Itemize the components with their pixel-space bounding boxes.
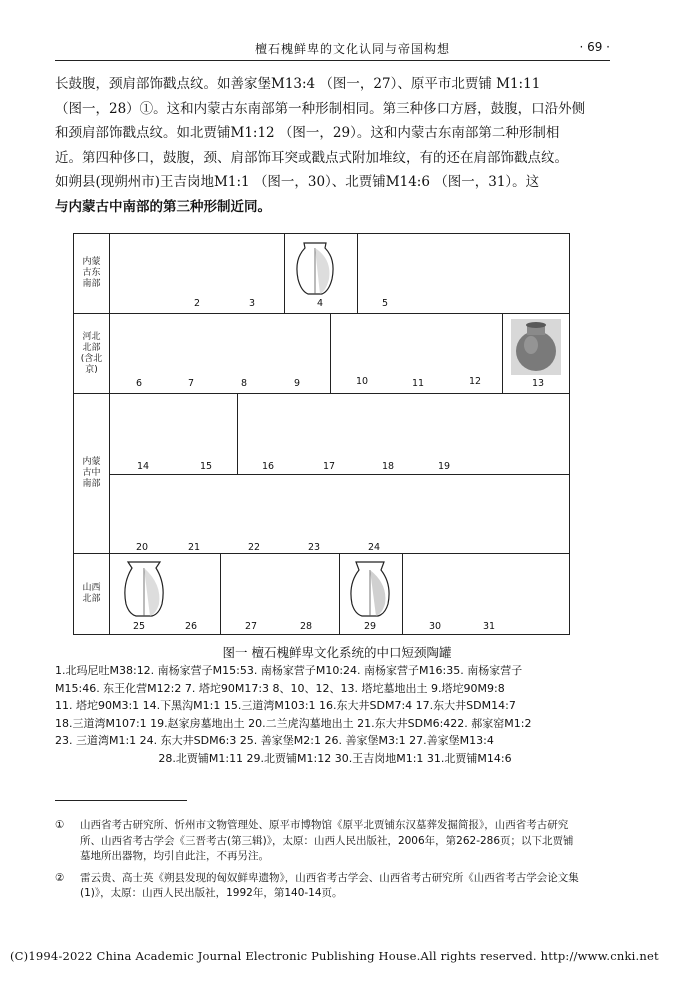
figure-number: 9 <box>294 378 301 389</box>
figure-number: 12 <box>469 376 482 387</box>
figure-number: 28 <box>300 621 313 632</box>
footnote-line: (1)》，太原：山西人民出版社，1992年，第140-14页。 <box>80 887 343 899</box>
body-line: 长鼓腹，颈肩部饰戳点纹。如善家堡M13:4 （图一，27）、原平市北贾铺 M1:11 <box>55 76 541 92</box>
pottery-jar-drawing <box>292 239 338 297</box>
figure-row-north-shanxi <box>74 554 569 634</box>
footnote-line: 山西省考古研究所、忻州市文物管理处、原平市博物馆《原平北贾铺东汉墓葬发掘简报》，山西省考古研究 <box>80 819 569 831</box>
cell-divider <box>339 554 340 634</box>
figure-number: 25 <box>133 621 146 632</box>
pottery-jar-drawing <box>118 558 170 620</box>
row-label: 山西北部 <box>74 554 110 634</box>
cell-divider <box>220 554 221 634</box>
figure-row-se-inner-mongolia <box>74 234 569 314</box>
figure-number: 20 <box>136 542 149 553</box>
figure-row-north-hebei <box>74 314 569 394</box>
figure-number: 21 <box>188 542 201 553</box>
footnote-mark: ② <box>55 871 65 884</box>
footnote-line: 所、山西省考古学会《三晋考古(第三辑)》，太原：山西人民出版社，2006年，第262-286页；以下北贾铺 <box>80 834 574 847</box>
row-label: 内蒙古东南部 <box>74 234 110 313</box>
figure-row-sc-inner-mongolia <box>74 394 569 554</box>
footnotes <box>55 818 615 908</box>
footnote-line: 墓地所出器物，均引自此注，不再另注。 <box>80 850 269 862</box>
legend-line: 11. 塔坨90M3:1 14.下黑沟M1:1 15.三道湾M103:1 16.东大井SDM7:4 17.东大井SDM14:7 <box>55 699 516 712</box>
running-header <box>55 38 610 61</box>
figure-number: 15 <box>200 461 213 472</box>
cell-divider <box>110 474 569 475</box>
figure-number: 31 <box>483 621 496 632</box>
running-title: 檀石槐鲜卑的文化认同与帝国构想 <box>255 42 451 56</box>
footnote-rule <box>55 800 187 801</box>
figure-number: 16 <box>262 461 275 472</box>
figure-number: 27 <box>245 621 258 632</box>
figure-number: 19 <box>438 461 451 472</box>
legend-line: M15:46. 东王化营M12:2 7. 塔坨90M17:3 8、10、12、13. 塔坨墓地出土 9.塔坨90M9:8 <box>55 681 505 695</box>
figure-number: 11 <box>412 378 425 389</box>
legend-line: 1.北玛尼吐M38:12. 南杨家营子M15:53. 南杨家营子M10:24. 南杨家营子M16:35. 南杨家营子 <box>55 664 523 677</box>
figure-number: 14 <box>137 461 150 472</box>
figure-number: 10 <box>356 376 369 387</box>
legend-line: 18.三道湾M107:1 19.赵家房墓地出土 20.二兰虎沟墓地出土 21.东大井SDM6:422. 郝家窑M1:2 <box>55 716 532 730</box>
footnote <box>55 871 615 902</box>
figure-number: 5 <box>382 298 389 309</box>
pottery-jar-photo <box>511 319 561 375</box>
cell-divider <box>402 554 403 634</box>
figure-number: 22 <box>248 542 261 553</box>
cell-divider <box>357 234 358 314</box>
footnote <box>55 818 615 865</box>
figure-caption: 图一 檀石槐鲜卑文化系统的中口短颈陶罐 <box>222 645 452 660</box>
pottery-jar-drawing <box>344 558 396 620</box>
figure-number: 13 <box>532 378 545 389</box>
figure-legend <box>55 662 615 767</box>
figure-one-table <box>73 233 570 635</box>
figure-number: 7 <box>188 378 195 389</box>
legend-line: 23. 三道湾M1:1 24. 东大井SDM6:3 25. 善家堡M2:1 26. 善家堡M3:1 27.善家堡M13:4 <box>55 734 494 747</box>
figure-number: 30 <box>429 621 442 632</box>
figure-number: 18 <box>382 461 395 472</box>
cell-divider <box>502 314 503 394</box>
body-line: 如朔县(现朔州市)王吉岗地M1:1 （图一，30）、北贾铺M14:6 （图一，31）。这 <box>55 174 540 190</box>
figure-number: 8 <box>241 378 248 389</box>
cell-divider <box>237 394 238 474</box>
row-label: 河北北部(含北京) <box>74 314 110 393</box>
cell-divider <box>284 234 285 314</box>
copyright-notice: (C)1994-2022 China Academic Journal Electronic Publishing House.All rights reserved. http://www.cnki.net <box>10 949 659 963</box>
row-label: 内蒙古中南部 <box>74 394 110 553</box>
figure-number: 24 <box>368 542 381 553</box>
figure-number: 2 <box>194 298 201 309</box>
body-line: 和颈肩部饰戳点纹。如北贾铺M1:12 （图一，29）。这和内蒙古东南部第二种形制相 <box>55 125 560 141</box>
footnote-mark: ① <box>55 819 65 831</box>
legend-line: 28.北贾铺M1:11 29.北贾铺M1:12 30.王吉岗地M1:1 31.北贾铺M14:6 <box>158 751 512 765</box>
body-line: 近。第四种侈口，鼓腹，颈、肩部饰耳突或戳点式附加堆纹，有的还在肩部饰戳点纹。 <box>55 149 568 166</box>
figure-number: 29 <box>364 621 377 632</box>
page-number: · 69 · <box>579 40 610 54</box>
footnote-line: 雷云贵、高士英《朔县发现的匈奴鲜卑遗物》，山西省考古学会、山西省考古研究所《山西省考古学会论文集 <box>80 871 579 884</box>
cell-divider <box>330 314 331 394</box>
figure-number: 17 <box>323 461 336 472</box>
figure-number: 23 <box>308 542 321 553</box>
figure-number: 6 <box>136 378 143 389</box>
figure-number: 26 <box>185 621 198 632</box>
figure-number: 4 <box>317 298 324 309</box>
body-line: （图一，28）①。这和内蒙古东南部第一种形制相同。第三种侈口方唇，鼓腹，口沿外侧 <box>55 100 586 117</box>
body-text <box>55 72 613 219</box>
body-line-bold: 与内蒙古中南部的第三种形制近同。 <box>55 198 271 215</box>
figure-number: 3 <box>249 298 256 309</box>
